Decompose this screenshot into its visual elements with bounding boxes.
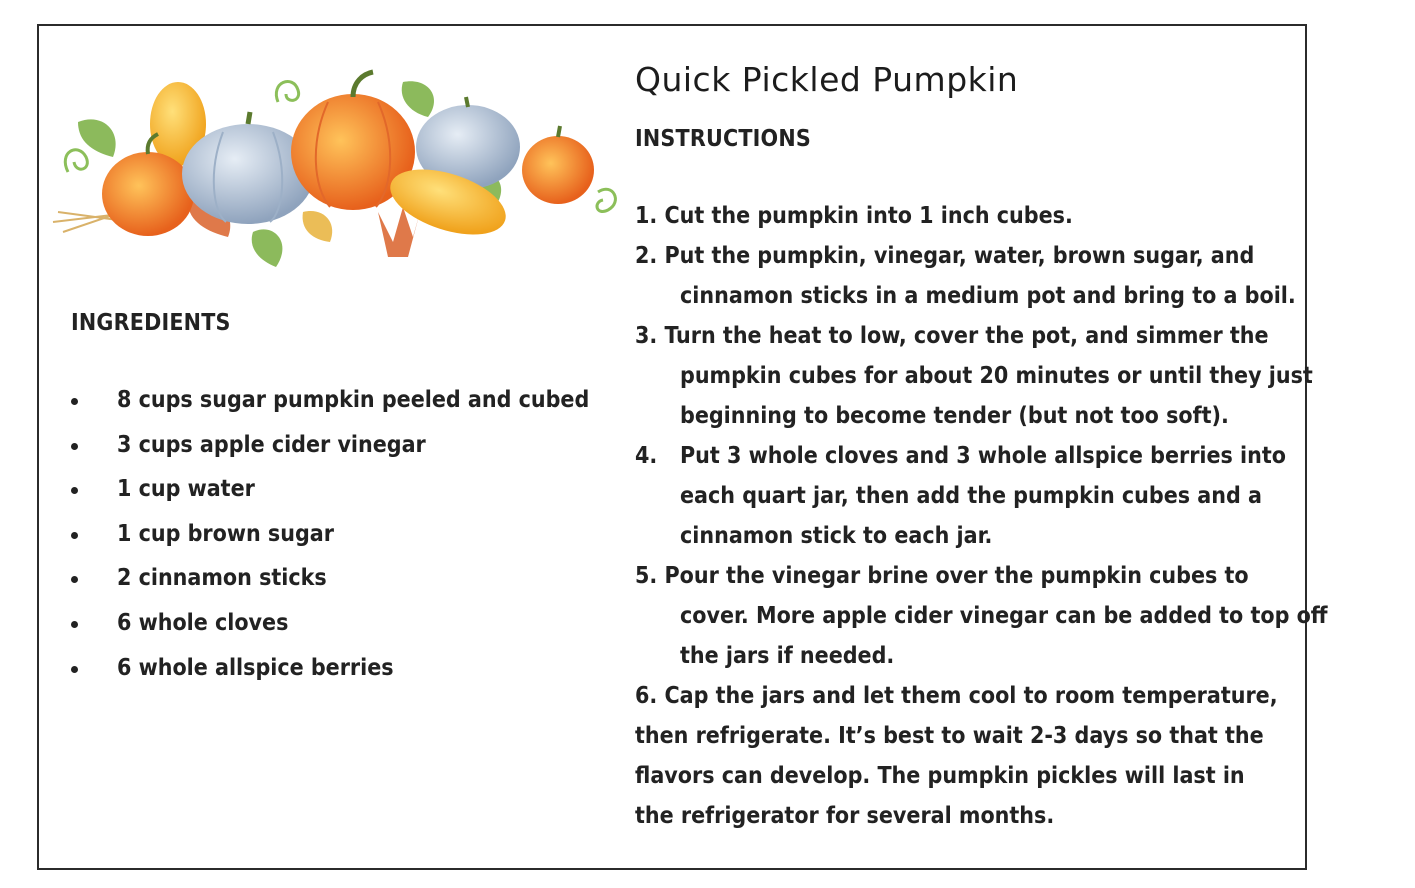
list-item bbox=[70, 382, 589, 427]
ingredient-text: 1 cup water bbox=[117, 476, 255, 503]
bullet-icon bbox=[71, 621, 78, 628]
ingredient-text: 2 cinnamon sticks bbox=[117, 565, 327, 592]
step-4-number: 4. bbox=[635, 443, 658, 469]
bullet-icon bbox=[71, 443, 78, 450]
list-item bbox=[70, 650, 589, 695]
bullet-icon bbox=[71, 532, 78, 539]
list-item bbox=[70, 471, 589, 516]
ingredient-text: 6 whole cloves bbox=[117, 609, 289, 636]
pumpkin-illustration bbox=[48, 62, 628, 282]
bullet-icon bbox=[71, 398, 78, 405]
ingredients-heading: INGREDIENTS bbox=[71, 310, 231, 336]
step-6-line-1: 6. Cap the jars and let them cool to room temperature, bbox=[635, 683, 1278, 709]
step-5-line-3: the jars if needed. bbox=[680, 643, 895, 669]
step-1: 1. Cut the pumpkin into 1 inch cubes. bbox=[635, 203, 1073, 229]
step-6-line-4: the refrigerator for several months. bbox=[635, 803, 1055, 829]
step-6-line-2: then refrigerate. It’s best to wait 2-3 days so that the bbox=[635, 723, 1264, 749]
step-5-line-2: cover. More apple cider vinegar can be added to top off bbox=[680, 603, 1328, 629]
pumpkin-icon bbox=[102, 152, 194, 236]
step-2-line-2: cinnamon sticks in a medium pot and bring to a boil. bbox=[680, 283, 1296, 309]
step-3-line-1: 3. Turn the heat to low, cover the pot, and simmer the bbox=[635, 323, 1269, 349]
ingredient-text: 8 cups sugar pumpkin peeled and cubed bbox=[117, 387, 590, 413]
list-item bbox=[70, 605, 589, 650]
bullet-icon bbox=[71, 576, 78, 583]
recipe-title: Quick Pickled Pumpkin bbox=[635, 60, 1019, 99]
step-2-line-1: 2. Put the pumpkin, vinegar, water, brown sugar, and bbox=[635, 243, 1255, 269]
instructions-list bbox=[635, 196, 1328, 836]
ingredient-text: 3 cups apple cider vinegar bbox=[117, 431, 426, 458]
list-item bbox=[70, 516, 589, 561]
step-4-line-1 bbox=[635, 436, 1285, 476]
ingredient-text: 1 cup brown sugar bbox=[117, 520, 334, 547]
instructions-heading: INSTRUCTIONS bbox=[635, 126, 811, 152]
step-4-line-2: each quart jar, then add the pumpkin cubes and a bbox=[680, 483, 1262, 509]
bullet-icon bbox=[71, 487, 78, 494]
step-4-line-3: cinnamon stick to each jar. bbox=[680, 523, 993, 549]
ingredients-list bbox=[70, 382, 589, 694]
step-3-line-3: beginning to become tender (but not too soft). bbox=[680, 403, 1229, 429]
small-pumpkin-icon bbox=[522, 136, 594, 204]
step-6-line-3: flavors can develop. The pumpkin pickles will last in bbox=[635, 763, 1245, 789]
list-item bbox=[70, 560, 589, 605]
list-item bbox=[70, 427, 589, 472]
step-5-line-1: 5. Pour the vinegar brine over the pumpkin cubes to bbox=[635, 563, 1249, 589]
bullet-icon bbox=[71, 666, 78, 673]
ingredient-text: 6 whole allspice berries bbox=[117, 654, 394, 681]
step-3-line-2: pumpkin cubes for about 20 minutes or until they just bbox=[680, 363, 1313, 389]
step-4-text: Put 3 whole cloves and 3 whole allspice berries into bbox=[680, 443, 1286, 469]
